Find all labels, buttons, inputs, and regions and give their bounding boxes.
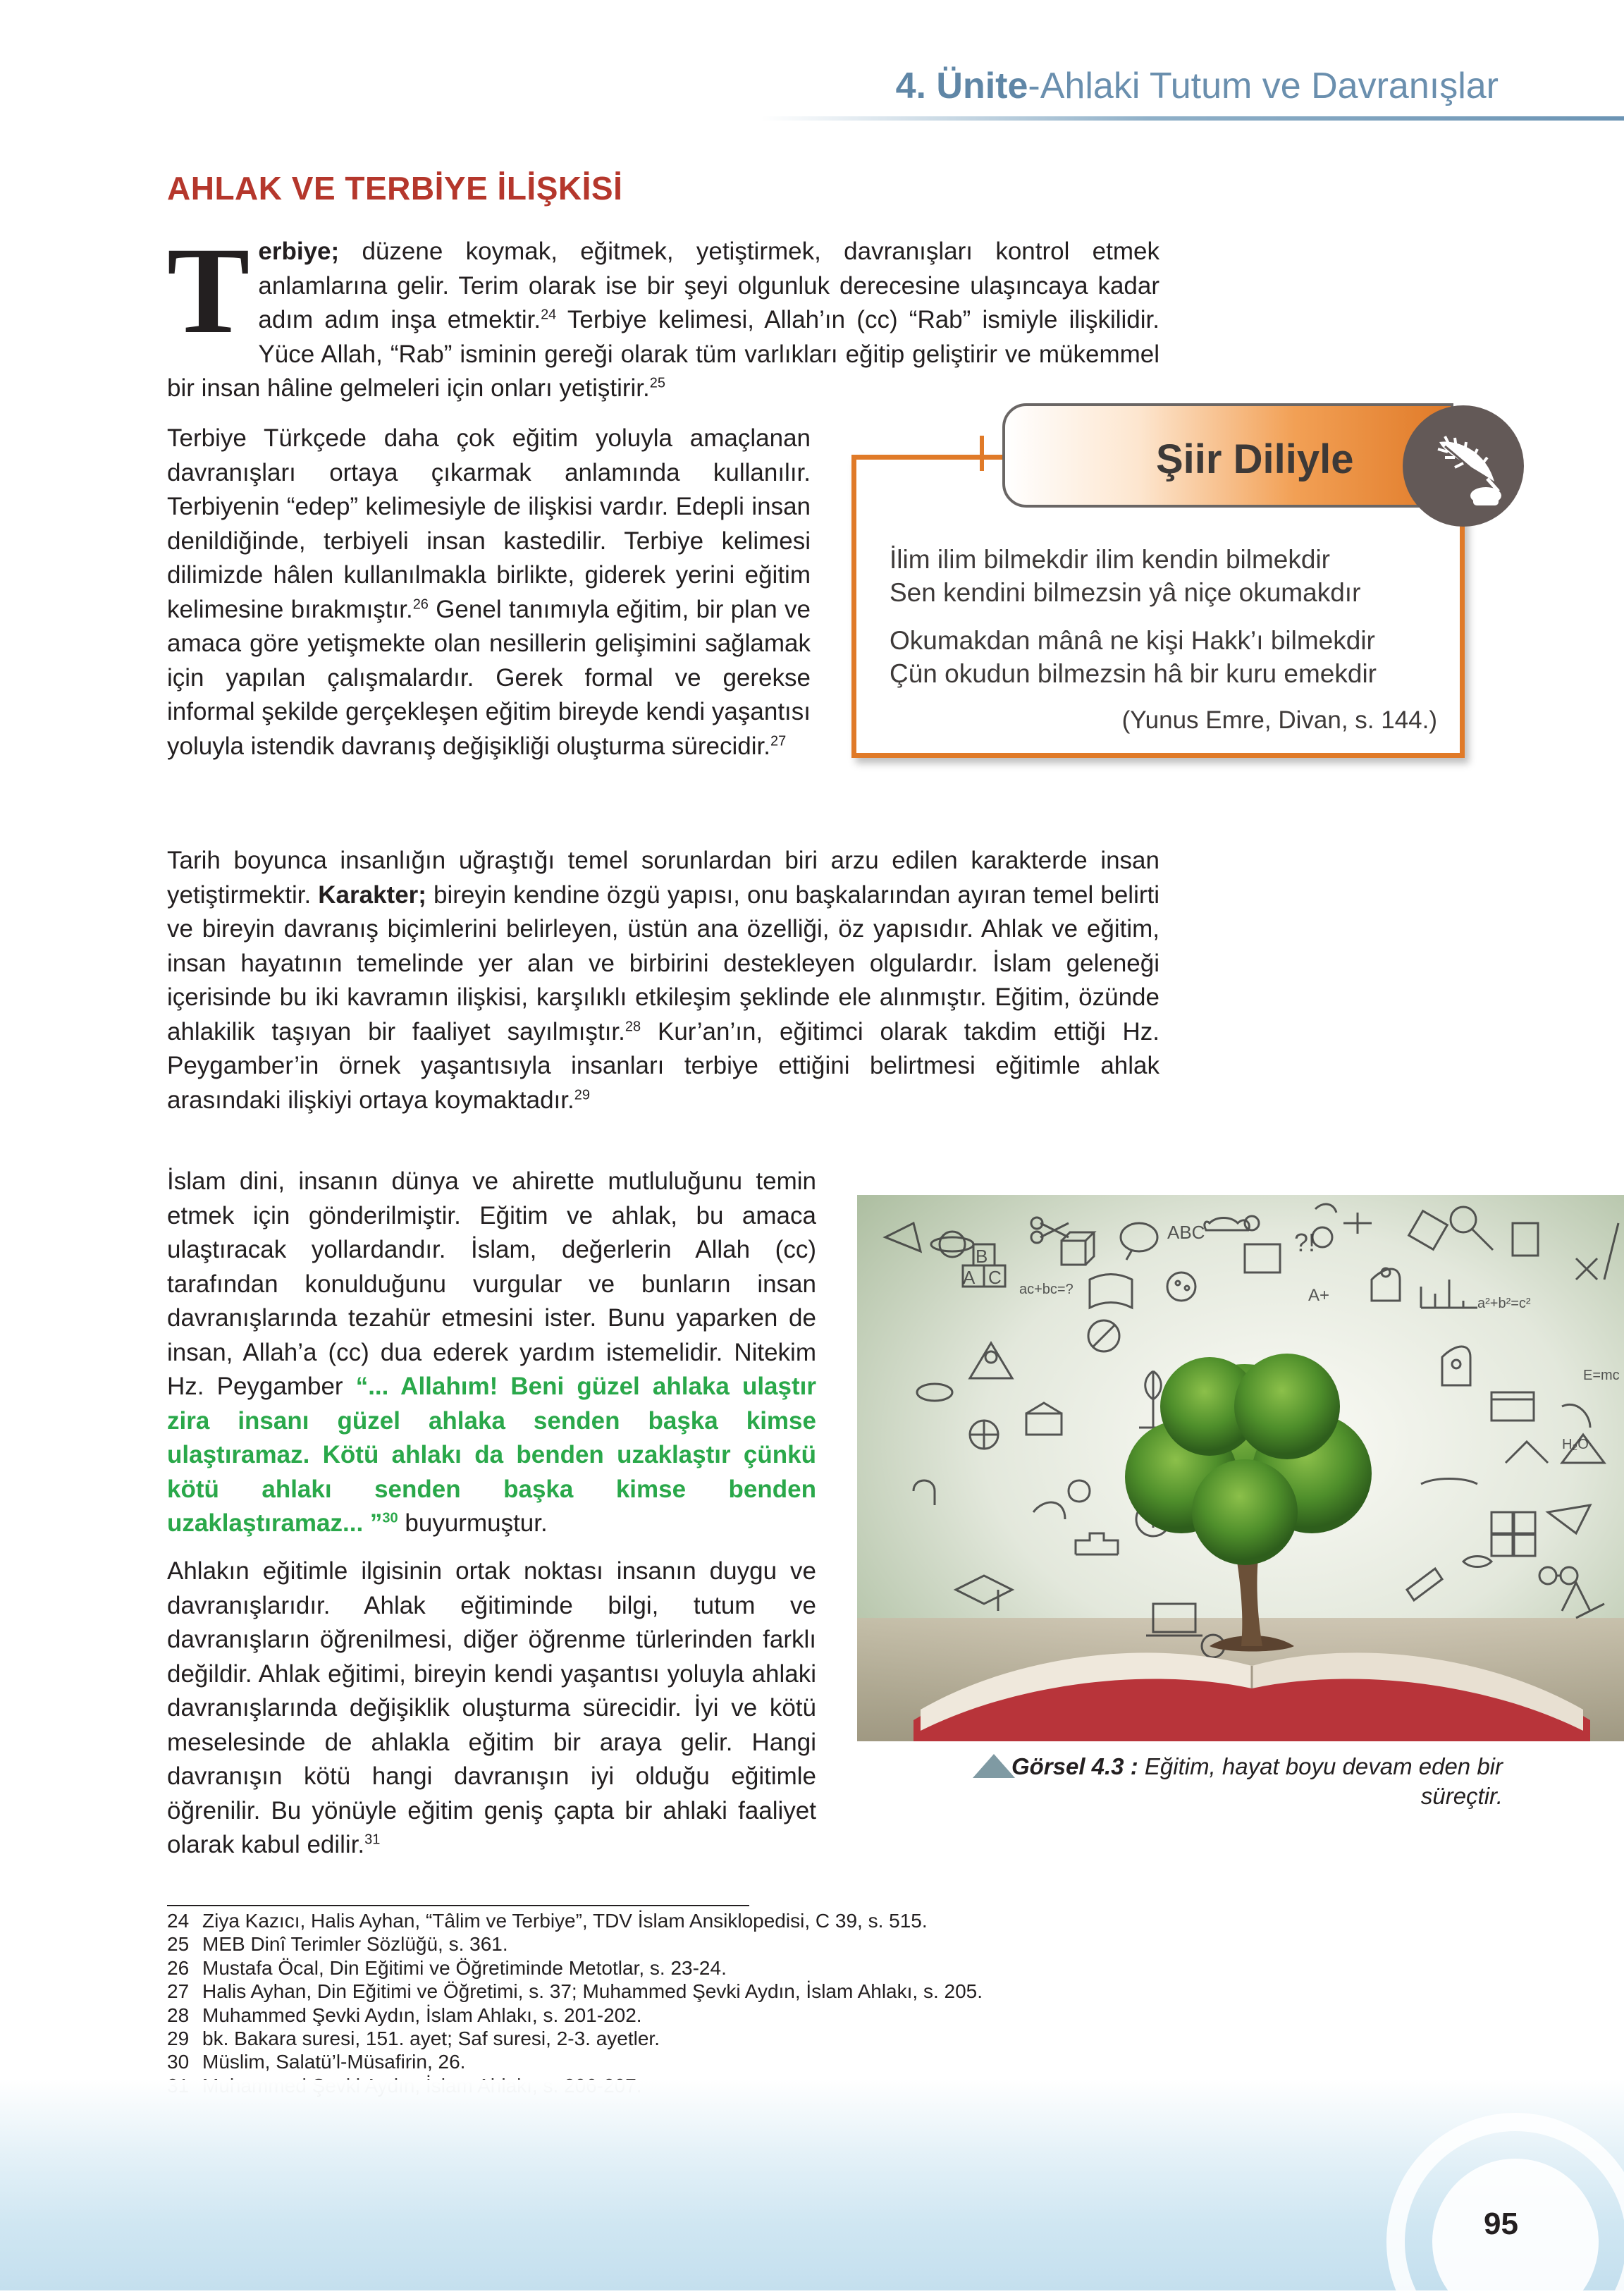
quill-inkwell-icon: [1403, 405, 1524, 527]
footnote-item: 26 Mustafa Öcal, Din Eğitimi ve Öğretiminde Metotlar, s. 23-24.: [167, 1956, 727, 1979]
page-number: 95: [1484, 2207, 1518, 2241]
intro-paragraph: Terbiye; düzene koymak, eğitmek, yetiştirmek, davranışları kontrol etmek anlamlarına gelir. Terim olarak ise bir şeyi olgunluk derecesine ulaşıncaya kadar adım adım inşa etmektir.$^{24}$ Terbiye kelimesi, Allah’ın (cc) “Rab” ismiyle ilişkilidir. Yüce Allah, “Rab” isminin gereği olarak tüm varlıkları eğitip geliştirir ve mükemmel bir insan hâline gelmeleri için onları yetiştirir.$^{25}$: [167, 222, 1159, 402]
doodle-text: H₂O: [1562, 1437, 1589, 1452]
paragraph-islam: İslam dini, insanın dünya ve ahirette mutluluğunu temin etmek için gönderilmiştir. Eğitim ve ahlak, bu amaca ulaştıracak yollardandır. İslam, değerlerin Allah (cc) tarafından konulduğunu vurgular ve bunların insan davranışlarında tezahür etmesini ister. Bunu yaparken de insan, Allah’a (cc) dua ederek yardım istemelidir. Nitekim Hz. Peygamber “... Allahım! Beni güzel ahlaka ulaştır zira insanı güzel ahlaka senden başka kimse ulaştıramaz. Kötü ahlakı da benden uzaklaştır çünkü kötü ahlakı senden başka kimse benden uzaklaştıramaz... ”$^{30}$ buyurmuştur.: [167, 1167, 816, 1537]
doodle-text: B: [976, 1246, 988, 1267]
unit-title: 4. Ünite-Ahlaki Tutum ve Davranışlar: [895, 66, 1499, 106]
doodle-text: A+: [1308, 1286, 1330, 1305]
footnote-item: 25 MEB Dinî Terimler Sözlüğü, s. 361.: [167, 1933, 508, 1956]
paragraph-ahlak-egitim: Ahlakın eğitimle ilgisinin ortak noktası insanın duygu ve davranışlarıdır. Ahlak eğitiminde bilgi, tutum ve davranışların öğrenilmesi, diğer öğrenme türlerinden farklı değildir. Ahlak eğitimi, bireyin kendi yaşantısı yoluyla ahlaki davranışlarında değişiklik oluşturma sürecidir. İyi ve kötü meselesinde de ahlakla eğitim bir araya gelir. Hangi davranışın kötü hangi davranışın iyi olduğu eğitimle öğrenilir. Bu yönüyle eğitim geniş çapta bir ahlaki faaliyet olarak kabul edilir.$^{31}$: [167, 1557, 816, 1858]
poem-line: Sen kendini bilmezsin yâ niçe okumakdır: [890, 578, 1361, 607]
poem-line: Okumakdan mânâ ne kişi Hakk’ı bilmekdir: [890, 626, 1375, 655]
footnote-rule: [167, 1905, 749, 1906]
tree-book-illustration: [857, 1195, 1624, 1741]
paragraph-terbiye: Terbiye Türkçede daha çok eğitim yoluyla amaçlanan davranışları ortaya çıkarmak anlamında kullanılır. Terbiyenin “edep” kelimesiyle de ilişkisi vardır. Edepli insan denildiğinde, terbiyeli insan kastedilir. Terbiye kelimesi dilimizde hâlen kullanılmakla birlikte, giderek yerini eğitim kelimesine bırakmıştır.$^{26}$ Genel tanımıyla eğitim, bir plan ve amaca göre yetişmekte olan nesillerin gelişimini sağlamak için yapılan çalışmalardır. Gerek formal ve gerekse informal şekilde gerçekleşen eğitim bireyde kendi yaşantısı yoluyla istendik davranış değişikliği oluşturma sürecidir.$^{27}$: [167, 424, 811, 760]
footnote-item: 27 Halis Ayhan, Din Eğitimi ve Öğretimi, s. 37; Muhammed Şevki Aydın, İslam Ahlakı, s. 205.: [167, 1980, 983, 2003]
hadith-quote: “... Allahım! Beni güzel ahlaka ulaştır zira insanı güzel ahlaka senden başka kimse ulaştıramaz. Kötü ahlakı da benden uzaklaştır çünkü kötü ahlakı senden başka kimse benden uzaklaştıramaz... ”: [167, 1373, 816, 1537]
footnotes: [167, 1909, 983, 2097]
footnote-item: 29 bk. Bakara suresi, 151. ayet; Saf suresi, 2-3. ayetler.: [167, 2028, 660, 2050]
doodle-text: ac+bc=?: [1019, 1282, 1074, 1297]
doodle-text: A: [963, 1267, 976, 1288]
drop-cap: T: [167, 222, 250, 360]
bottom-watercolor-background: [0, 2080, 1624, 2290]
paragraph-karakter: Tarih boyunca insanlığın uğraştığı temel sorunlardan biri arzu edilen karakterde insan yetiştirmektir. Karakter; bireyin kendine özgü yapısı, onu başkalarından ayıran temel belirti ve bireyin davranış biçimlerini belirleyen, üstün ana özelliği, öz yapısıdır. Ahlak ve eğitim, insan hayatının temelinde yer alan ve birbirini destekleyen olgulardır. İslam geleneği içerisinde bu iki kavramın ilişkisi, karşılıklı etkileşim şeklinde ele alınmıştır. Eğitim, özünde ahlakilik taşıyan bir faaliyet sayılmıştır.$^{28}$ Kur’an’ın, eğitimci olarak takdim ettiği Hz. Peygamber’in örnek yaşantısıyla insanları terbiye ettiğini belirtmesi eğitimle ahlak arasındaki ilişkiyi ortaya koymaktadır.$^{29}$: [167, 847, 1160, 1114]
poem-title: Şiir Diliyle: [1156, 436, 1354, 482]
poem-source: (Yunus Emre, Divan, s. 144.): [1121, 706, 1437, 734]
footnote-item: 24 Ziya Kazıcı, Halis Ayhan, “Tâlim ve Terbiye”, TDV İslam Ansiklopedisi, C 39, s. 515.: [167, 1910, 928, 1932]
image-caption: Görsel 4.3 : Eğitim, hayat boyu devam eden bir süreçtir.: [1011, 1753, 1503, 1809]
section-title: AHLAK VE TERBİYE İLİŞKİSİ: [167, 170, 623, 207]
doodle-text: a²+b²=c²: [1477, 1296, 1531, 1311]
footnote-item: 28 Muhammed Şevki Aydın, İslam Ahlakı, s. 201-202.: [167, 2004, 642, 2026]
poem-box-connector: [980, 436, 984, 471]
doodle-text: ABC: [1167, 1222, 1205, 1243]
poem-line: İlim ilim bilmekdir ilim kendin bilmekdir: [890, 545, 1331, 574]
header-rule: [761, 116, 1624, 121]
doodle-text: E=mc: [1583, 1368, 1620, 1383]
doodle-text: ?!: [1294, 1228, 1316, 1257]
poem-lines: [890, 543, 1446, 690]
footnote-item: 30 Müslim, Salatü’l-Müsafirin, 26.: [167, 2051, 466, 2073]
doodle-text: C: [988, 1267, 1002, 1288]
poem-line: Çün okudun bilmezsin hâ bir kuru emekdir: [890, 659, 1377, 688]
